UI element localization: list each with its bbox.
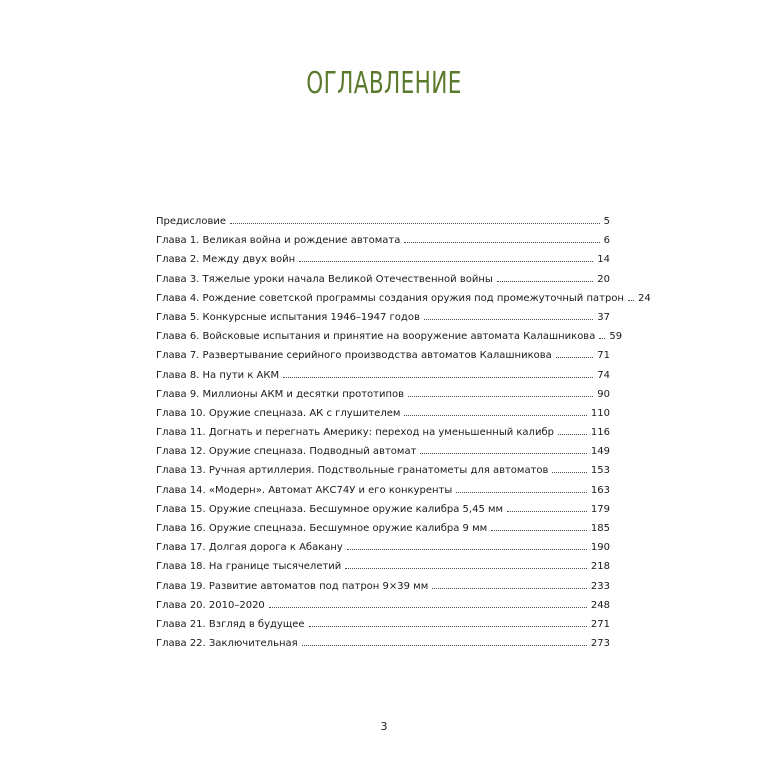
toc-entry-title: Глава 12. Оружие спецназа. Подводный автомат: [156, 446, 417, 458]
toc-entry-title: Глава 11. Догнать и перегнать Америку: переход на уменьшенный калибр: [156, 427, 554, 439]
toc-dot-leader: [507, 510, 587, 512]
toc-entry-title: Глава 21. Взгляд в будущее: [156, 618, 305, 630]
toc-row[interactable]: [156, 481, 610, 500]
toc-entry-page: 185: [590, 523, 610, 534]
toc-dot-leader: [456, 491, 587, 493]
toc-row[interactable]: [156, 577, 610, 596]
toc-entry-title: Глава 16. Оружие спецназа. Бесшумное оружие калибра 9 мм: [156, 523, 488, 534]
toc-entry-title: Глава 9. Миллионы АКМ и десятки прототипов: [156, 388, 405, 400]
toc-entry-page: 273: [590, 638, 610, 650]
toc-dot-leader: [345, 567, 587, 569]
toc-row[interactable]: [156, 615, 610, 634]
toc-entry-page: 218: [590, 561, 610, 573]
toc-dot-leader: [299, 260, 593, 262]
toc-row[interactable]: [156, 500, 610, 519]
toc-row[interactable]: [156, 289, 651, 308]
table-of-contents: [156, 212, 651, 653]
toc-row[interactable]: [156, 442, 610, 461]
toc-dot-leader: [408, 395, 593, 397]
toc-entry-title: Глава 7. Развертывание серийного производства автоматов Калашникова: [156, 350, 552, 362]
toc-row[interactable]: [156, 461, 610, 480]
toc-entry-page: 116: [590, 427, 610, 439]
toc-dot-leader: [283, 376, 593, 378]
toc-entry-page: 90: [597, 388, 610, 400]
toc-entry-page: 233: [590, 580, 610, 592]
toc-entry-title: Глава 10. Оружие спецназа. АК с глушителем: [156, 407, 401, 419]
toc-row[interactable]: [156, 423, 610, 442]
toc-entry-page: 248: [590, 599, 610, 611]
toc-entry-title: Глава 17. Долгая дорога к Абакану: [156, 542, 343, 554]
toc-entry-page: 179: [590, 503, 610, 515]
toc-entry-page: 190: [590, 542, 610, 554]
toc-entry-page: 71: [597, 350, 610, 362]
toc-dot-leader: [424, 318, 593, 320]
toc-entry-title: Глава 2. Между двух войн: [156, 254, 296, 266]
toc-row[interactable]: [156, 596, 610, 615]
toc-row[interactable]: [156, 519, 610, 538]
page-number: 3: [380, 720, 388, 733]
toc-dot-leader: [552, 471, 586, 473]
toc-row[interactable]: [156, 538, 610, 557]
toc-entry-page: 74: [597, 369, 610, 381]
toc-row[interactable]: [156, 270, 610, 289]
toc-entry-page: 149: [590, 446, 610, 458]
toc-entry-title: Глава 22. Заключительная: [156, 638, 298, 650]
toc-row[interactable]: [156, 327, 623, 346]
toc-dot-leader: [420, 452, 587, 454]
toc-entry-title: Глава 18. На границе тысячелетий: [156, 561, 342, 573]
toc-entry-page: 59: [609, 331, 623, 343]
toc-dot-leader: [230, 222, 600, 224]
toc-entry-title: Предисловие: [156, 216, 226, 227]
toc-entry-title: Глава 15. Оружие спецназа. Бесшумное оружие калибра 5,45 мм: [156, 503, 504, 515]
toc-entry-title: Глава 1. Великая война и рождение автомата: [156, 235, 401, 247]
toc-entry-page: 6: [603, 235, 610, 247]
toc-dot-leader: [556, 356, 594, 358]
toc-entry-title: Глава 19. Развитие автоматов под патрон 9×39 мм: [156, 580, 429, 592]
toc-entry-page: 163: [590, 484, 610, 496]
toc-entry-title: Глава 8. На пути к АКМ: [156, 369, 280, 381]
toc-row[interactable]: [156, 212, 610, 231]
toc-dot-leader: [432, 587, 587, 589]
toc-entry-title: Глава 3. Тяжелые уроки начала Великой Отечественной войны: [156, 273, 493, 285]
toc-row[interactable]: [156, 308, 610, 327]
toc-row[interactable]: [156, 231, 610, 250]
toc-entry-page: 271: [590, 618, 610, 630]
toc-entry-title: Глава 13. Ручная артиллерия. Подствольные гранатометы для автоматов: [156, 465, 549, 477]
toc-dot-leader: [302, 644, 587, 646]
toc-entry-page: 37: [597, 311, 610, 323]
toc-entry-page: 14: [597, 254, 610, 266]
toc-entry-title: Глава 14. «Модерн». Автомат АКС74У и его конкуренты: [156, 484, 453, 496]
toc-dot-leader: [497, 280, 593, 282]
toc-row[interactable]: [156, 634, 610, 653]
toc-row[interactable]: [156, 250, 610, 269]
toc-dot-leader: [269, 606, 587, 608]
toc-entry-title: Глава 5. Конкурсные испытания 1946–1947 годов: [156, 311, 420, 323]
toc-entry-page: 153: [590, 465, 610, 477]
toc-row[interactable]: [156, 346, 610, 365]
toc-row[interactable]: [156, 557, 610, 576]
toc-entry-page: 20: [597, 273, 610, 285]
toc-entry-title: Глава 20. 2010–2020: [156, 599, 265, 611]
page-title: ОГЛАВЛЕНИЕ: [306, 66, 462, 101]
toc-row[interactable]: [156, 404, 610, 423]
toc-dot-leader: [558, 433, 587, 435]
toc-row[interactable]: [156, 366, 610, 385]
toc-dot-leader: [309, 625, 587, 627]
toc-entry-title: Глава 4. Рождение советской программы создания оружия под промежуточный патрон: [156, 292, 624, 304]
toc-row[interactable]: [156, 385, 610, 404]
toc-entry-page: 5: [603, 216, 610, 227]
toc-dot-leader: [347, 548, 587, 550]
toc-entry-page: 110: [590, 407, 610, 419]
toc-dot-leader: [491, 529, 587, 531]
toc-entry-title: Глава 6. Войсковые испытания и принятие на вооружение автомата Калашникова: [156, 331, 596, 343]
toc-dot-leader: [404, 414, 586, 416]
toc-entry-page: 24: [637, 292, 651, 304]
toc-dot-leader: [404, 241, 599, 243]
